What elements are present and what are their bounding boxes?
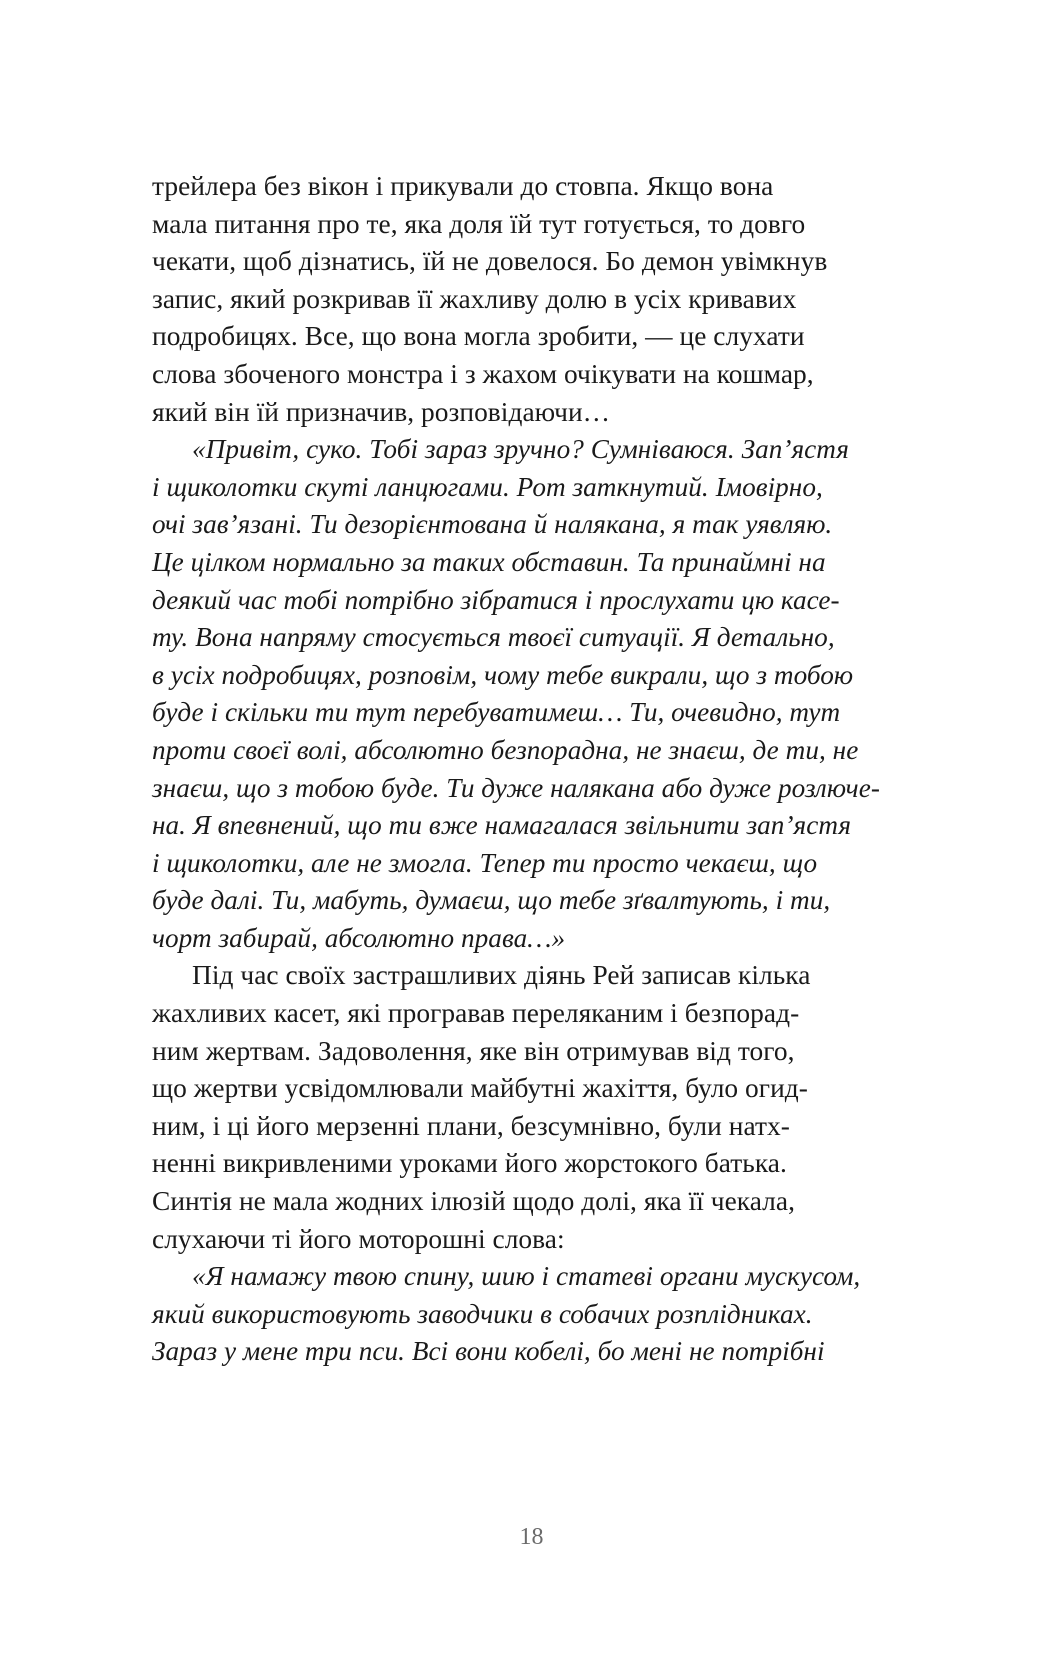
- text-line: слова збоченого монстра і з жахом очікувати на кошмар,: [152, 358, 814, 389]
- paragraph-1: [152, 168, 912, 431]
- text-line: слухаючи ті його моторошні слова:: [152, 1223, 565, 1254]
- text-line: який використовують заводчики в собачих розплідниках.: [152, 1298, 813, 1329]
- text-line: який він їй призначив, розповідаючи…: [152, 396, 611, 427]
- text-line: на. Я впевнений, що ти вже намагалася звільнити зап’ястя: [152, 810, 852, 841]
- text-line: мала питання про те, яка доля їй тут готується, то довго: [152, 208, 806, 239]
- text-line: деякий час тобі потрібно зібратися і прослухати цю касе-: [152, 584, 840, 615]
- text-line: Зараз у мене три пси. Всі вони кобелі, бо мені не потрібні: [152, 1336, 825, 1367]
- text-line: ту. Вона напряму стосується твоєї ситуації. Я детально,: [152, 622, 835, 653]
- text-line: в усіх подробицях, розповім, чому тебе викрали, що з тобою: [152, 659, 854, 690]
- text-line: буде і скільки ти тут перебуватимеш… Ти, очевидно, тут: [152, 697, 841, 728]
- paragraph-2-quote: [152, 431, 912, 957]
- text-line: чорт забирай, абсолютно права…»: [152, 922, 566, 953]
- text-line: і щиколотки скуті ланцюгами. Рот заткнутий. Імовірно,: [152, 471, 823, 502]
- text-line: «Привіт, суко. Тобі зараз зручно? Сумніваюся. Зап’ястя: [192, 434, 849, 465]
- text-line: що жертви усвідомлювали майбутні жахіття, було огид-: [152, 1073, 808, 1104]
- text-line: «Я намажу твою спину, шию і статеві органи мускусом,: [192, 1261, 861, 1292]
- text-line: Це цілком нормально за таких обставин. Та принаймні на: [152, 546, 826, 577]
- text-line: буде далі. Ти, мабуть, думаєш, що тебе зґвалтують, і ти,: [152, 885, 831, 916]
- text-line: подробицях. Все, що вона могла зробити, — це слухати: [152, 321, 805, 352]
- text-line: очі зав’язані. Ти дезорієнтована й налякана, я так уявляю.: [152, 509, 833, 540]
- text-line: Під час своїх застрашливих діянь Рей записав кілька: [192, 960, 811, 991]
- text-line: запис, який розкривав її жахливу долю в усіх кривавих: [152, 283, 797, 314]
- text-line: і щиколотки, але не змогла. Тепер ти просто чекаєш, що: [152, 847, 818, 878]
- text-line: ним жертвам. Задоволення, яке він отримував від того,: [152, 1035, 795, 1066]
- text-line: знаєш, що з тобою буде. Ти дуже налякана або дуже розлюче-: [152, 772, 880, 803]
- text-line: чекати, щоб дізнатись, їй не довелося. Бо демон увімкнув: [152, 246, 828, 277]
- text-line: ним, і ці його мерзенні плани, безсумнівно, були натх-: [152, 1110, 790, 1141]
- text-line: ненні викривленими уроками його жорстокого батька.: [152, 1148, 787, 1179]
- text-line: проти своєї волі, абсолютно безпорадна, не знаєш, де ти, не: [152, 734, 859, 765]
- text-line: жахливих касет, які програвав переляканим і безпорад-: [152, 998, 800, 1029]
- text-line: Синтія не мала жодних ілюзій щодо долі, яка її чекала,: [152, 1186, 795, 1217]
- page-number: 18: [519, 1524, 544, 1550]
- page-text-block: [152, 168, 912, 1371]
- text-line: трейлера без вікон і прикували до стовпа. Якщо вона: [152, 171, 774, 201]
- paragraph-3: [152, 957, 912, 1258]
- paragraph-4-quote: [152, 1258, 912, 1371]
